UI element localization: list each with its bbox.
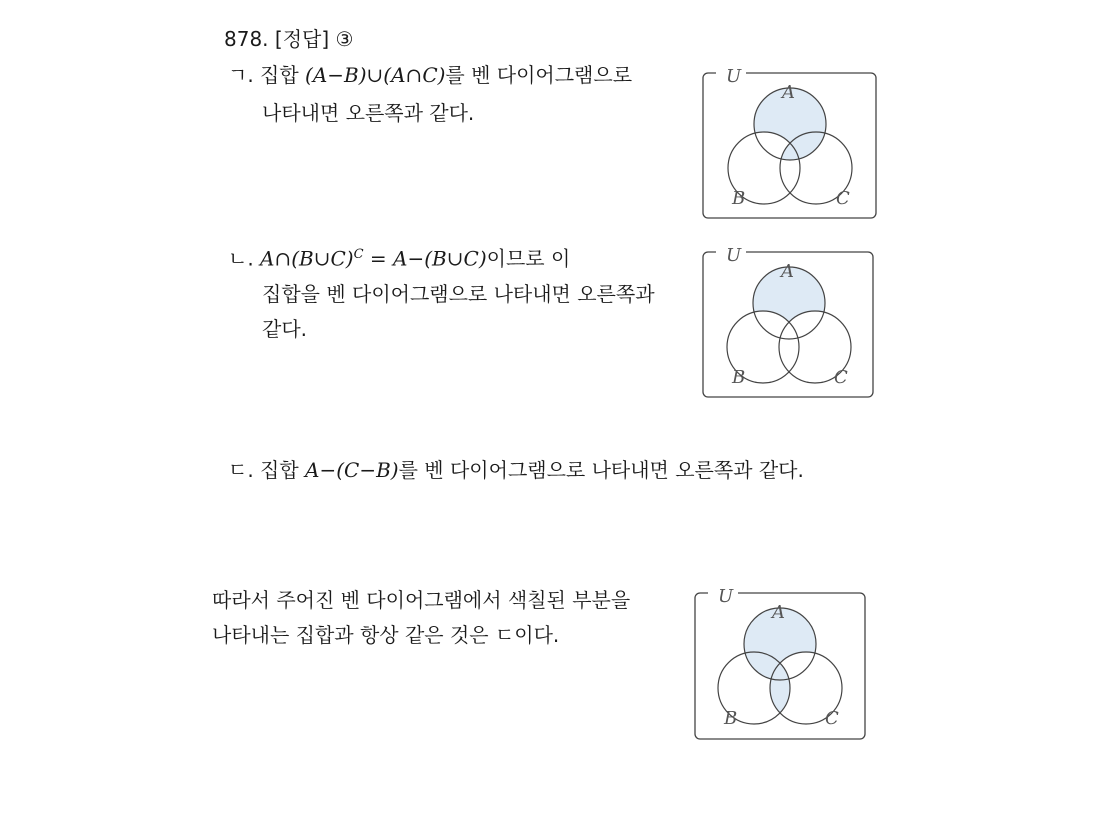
venn-diagram-3: [694, 584, 870, 742]
item-2-sup: C: [353, 247, 364, 262]
item-1-post: 를 벤 다이어그램으로: [445, 63, 633, 87]
venn-3-label-u: U: [718, 586, 734, 607]
venn-1-label-a: A: [782, 82, 795, 103]
item-2-line-2: 집합을 벤 다이어그램으로 나타내면 오른쪽과: [262, 282, 655, 306]
venn-2-label-u: U: [726, 245, 742, 266]
venn-3-label-a: A: [772, 602, 785, 623]
venn-2-shading: [727, 267, 851, 383]
item-1-line-1: [228, 60, 632, 90]
venn-diagram-1: [702, 64, 878, 220]
venn-2-label-c: C: [834, 367, 848, 388]
venn-2-label-a: A: [781, 261, 794, 282]
venn-3-label-b: B: [724, 708, 738, 729]
venn-3-label-c: C: [825, 708, 839, 729]
item-3-marker: ㄷ.: [228, 458, 254, 482]
venn-1-label-u: U: [726, 66, 742, 87]
item-2-marker: ㄴ.: [228, 246, 254, 271]
venn-1-shading: [728, 88, 852, 204]
conclusion-line-2: 나타내는 집합과 항상 같은 것은 ㄷ이다.: [212, 623, 560, 647]
venn-1-label-c: C: [836, 188, 850, 209]
item-1-line-2: 나타내면 오른쪽과 같다.: [262, 101, 475, 125]
conclusion-line-1: 따라서 주어진 벤 다이어그램에서 색칠된 부분을: [212, 588, 631, 612]
answer-heading: 878. [정답] ③: [224, 27, 354, 51]
item-1-pre: 집합: [260, 63, 306, 87]
venn-3-shading: [718, 608, 842, 724]
item-2-line-1: [228, 240, 570, 274]
item-3-math: A−(C−B): [305, 458, 399, 482]
item-3-line-1: [228, 455, 804, 485]
venn-2-label-b: B: [732, 367, 746, 388]
venn-1-label-b: B: [732, 188, 746, 209]
item-3-post: 를 벤 다이어그램으로 나타내면 오른쪽과 같다.: [398, 458, 804, 482]
item-2-math: A∩(B∪C): [260, 246, 354, 271]
item-3-pre: 집합: [260, 458, 306, 482]
item-1-math: (A−B)∪(A∩C): [305, 63, 446, 87]
venn-diagram-2: [702, 243, 878, 399]
item-2-math-2: = A−(B∪C): [363, 246, 487, 271]
item-2-line-3: 같다.: [262, 317, 307, 341]
item-2-post: 이므로 이: [486, 246, 571, 271]
item-1-marker: ㄱ.: [228, 63, 254, 87]
